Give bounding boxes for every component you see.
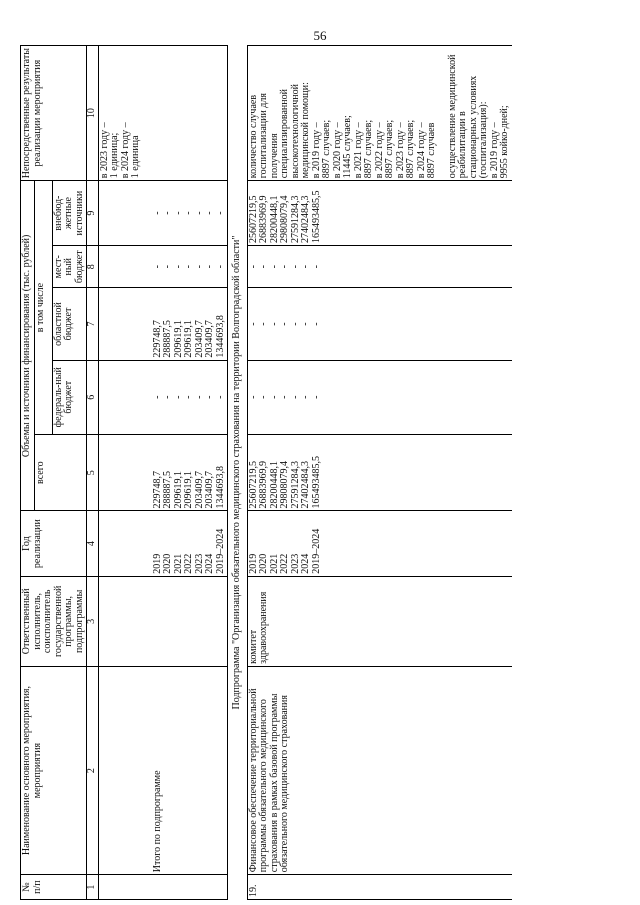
- table-row: [228, 46, 248, 900]
- cell-line: 209619,1: [183, 320, 194, 358]
- header-local: мест-ный бюджет: [52, 245, 87, 288]
- header-regional: областной бюджет: [52, 288, 87, 360]
- cell-line: 2019: [151, 553, 163, 574]
- cell-line: 1 единица: [130, 135, 141, 179]
- years-cell: [247, 511, 512, 576]
- cell-line: в 2019 году –: [488, 122, 500, 179]
- cell-line: 26883969,9: [258, 460, 269, 509]
- cell-line: -: [172, 395, 184, 399]
- cell-line: 26883969,9: [258, 195, 269, 243]
- cell-line: 2022: [183, 553, 194, 574]
- header-financing: Объемы и источники финансирования (тыс. рублей): [21, 181, 35, 511]
- cell-line: -: [247, 395, 259, 399]
- cell-line: -: [204, 211, 215, 215]
- cell-line: -: [193, 265, 205, 269]
- header-num: № п/п: [21, 875, 87, 900]
- cell-line: 209619,1: [172, 320, 184, 358]
- cell-line: 8897 случаев;: [321, 119, 332, 179]
- cell-line: -: [183, 265, 194, 269]
- local-cell: [143, 245, 228, 288]
- cell-line: 11445 случаев;: [342, 115, 353, 179]
- results-cell: [98, 46, 143, 181]
- index-cell: 1: [87, 875, 99, 900]
- cell-line: 27591284,3: [289, 195, 301, 243]
- header-including: в том числе: [34, 181, 52, 435]
- cell-line: 165493485,5: [310, 455, 322, 509]
- cell-line: 1344693,8: [214, 465, 226, 509]
- cell-line: -: [289, 322, 301, 326]
- header-extrabudget: внебюд-жетные источники: [52, 181, 87, 246]
- index-cell: 2: [87, 666, 99, 874]
- cell-line: в 2022 году –: [373, 122, 385, 179]
- cell-line: -: [279, 322, 290, 326]
- header-total: всего: [34, 434, 87, 511]
- results-list-a: [249, 48, 438, 178]
- table-row: [143, 46, 228, 900]
- cell-line: 27591284,3: [289, 460, 301, 509]
- cell-line: 288887,5: [162, 470, 173, 509]
- cell-line: -: [268, 322, 280, 326]
- cell-line: 27402484,3: [300, 460, 311, 509]
- federal-cell: [247, 360, 512, 434]
- cell-line: -: [183, 395, 194, 399]
- total-cell: [143, 434, 228, 511]
- cell-line: -: [193, 211, 205, 215]
- extra-cell: [247, 181, 512, 246]
- cell-line: 8897 случаев;: [405, 119, 416, 179]
- index-cell: 5: [87, 434, 99, 511]
- cell-line: количество случаев госпитализации для получения специализированной высокотехнологичной медицинской помощи:: [247, 82, 311, 179]
- cell-line: -: [300, 395, 311, 399]
- cell-line: -: [258, 395, 269, 399]
- header-executor: Ответственный исполнитель, соисполнитель государственной программы, подпрограммы: [21, 576, 87, 666]
- cell-line: -: [300, 322, 311, 326]
- header-results: Непосредственные результаты реализации мероприятия: [21, 46, 87, 181]
- cell-line: 28200448,1: [268, 195, 280, 243]
- cell-line: -: [268, 265, 280, 269]
- cell-line: 29808079,4: [279, 195, 290, 243]
- cell-line: в 2020 году –: [331, 122, 343, 179]
- cell-line: в 2023 году –: [98, 122, 110, 179]
- cell-line: -: [310, 322, 322, 326]
- index-cell: 4: [87, 511, 99, 576]
- cell-line: -: [151, 265, 163, 269]
- subprogram-title: Подпрограмма "Организация обязательного медицинского страхования на территории Волгоградской области": [228, 46, 248, 900]
- cell-line: -: [310, 265, 322, 269]
- cell-line: 165493485,5: [310, 190, 322, 243]
- cell-line: в 2019 году –: [310, 122, 322, 179]
- cell-line: 2022: [279, 553, 290, 574]
- cell-line: -: [268, 395, 280, 399]
- cell-line: 8897 случаев;: [384, 119, 395, 179]
- cell-line: 229748,7: [151, 470, 163, 509]
- regional-cell: [247, 288, 512, 360]
- cell-line: -: [193, 395, 205, 399]
- regional-cell: [143, 288, 228, 360]
- header-name: Наименование основного мероприятия, мероприятия: [21, 666, 87, 874]
- page-number: 56: [313, 28, 327, 43]
- cell-line: -: [162, 211, 173, 215]
- cell-line: -: [247, 322, 259, 326]
- cell-line: 2024: [204, 553, 215, 574]
- cell-line: 203409,7: [204, 320, 215, 358]
- cell-line: -: [300, 265, 311, 269]
- subtotal-label: Итого по подпрограмме: [143, 666, 228, 874]
- cell-line: -: [310, 395, 322, 399]
- cell-line: 25607219,5: [247, 460, 259, 509]
- cell-line: -: [183, 211, 194, 215]
- cell-line: 29808079,4: [279, 460, 290, 509]
- cell-line: -: [214, 265, 226, 269]
- cell-line: 25607219,5: [247, 195, 259, 243]
- cell-line: осуществление медицинской реабилитации в стационарных условиях (госпитализация):: [446, 54, 489, 179]
- activity-name: Финансовое обеспечение территориальной программы обязательного медицинского страхования в рамках базовой программы обязательного медицинского страхования: [247, 666, 512, 874]
- cell-line: 8897 случаев: [426, 122, 437, 179]
- cell-line: -: [258, 265, 269, 269]
- cell-line: 1 единица;: [109, 132, 120, 179]
- cell-line: -: [289, 265, 301, 269]
- results-list-b: [448, 48, 511, 178]
- cell-line: -: [247, 265, 259, 269]
- federal-cell: [143, 360, 228, 434]
- cell-line: 229748,7: [151, 320, 163, 358]
- index-cell: 3: [87, 576, 99, 666]
- cell-line: -: [162, 265, 173, 269]
- financing-table: [20, 45, 512, 900]
- cell-line: 2019–2024: [310, 528, 322, 574]
- index-row: [87, 46, 99, 900]
- header-year: Год реализации: [21, 511, 87, 576]
- cell-line: в 2024 году –: [415, 122, 427, 179]
- cell-line: -: [214, 395, 226, 399]
- executor: комитет здравоохранения: [247, 576, 512, 666]
- cell-line: 209619,1: [172, 470, 184, 509]
- cell-line: -: [204, 395, 215, 399]
- cell-line: -: [151, 395, 163, 399]
- cell-line: 8897 случаев;: [363, 119, 374, 179]
- cell-line: 2021: [268, 553, 280, 574]
- cell-line: 2021: [172, 553, 184, 574]
- index-cell: 7: [87, 288, 99, 360]
- row-number: 19.: [247, 875, 512, 900]
- years-cell: [143, 511, 228, 576]
- cell-line: 9955 койко-дней;: [499, 105, 510, 179]
- table-row: [98, 46, 143, 900]
- local-cell: [247, 245, 512, 288]
- cell-line: 2019: [247, 553, 259, 574]
- cell-line: 2023: [289, 553, 301, 574]
- rotated-table-page: [20, 45, 580, 900]
- cell-line: 1344693,8: [214, 315, 226, 358]
- cell-line: в 2023 году –: [394, 122, 406, 179]
- cell-line: 203409,7: [193, 320, 205, 358]
- cell-line: -: [172, 265, 184, 269]
- cell-line: -: [151, 211, 163, 215]
- cell-line: 2023: [193, 553, 205, 574]
- cell-line: -: [214, 211, 226, 215]
- header-federal: федераль-ный бюджет: [52, 360, 87, 434]
- cell-line: 2019–2024: [214, 528, 226, 574]
- cell-line: 2024: [300, 553, 311, 574]
- cell-line: 203409,7: [204, 470, 215, 509]
- cell-line: -: [279, 265, 290, 269]
- index-cell: 6: [87, 360, 99, 434]
- cell-line: 2020: [258, 553, 269, 574]
- cell-line: -: [204, 265, 215, 269]
- cell-line: 209619,1: [183, 470, 194, 509]
- cell-line: -: [279, 395, 290, 399]
- cell-line: -: [172, 211, 184, 215]
- total-cell: [247, 434, 512, 511]
- cell-line: 288887,5: [162, 320, 173, 358]
- cell-line: -: [289, 395, 301, 399]
- cell-line: -: [162, 395, 173, 399]
- results-cell: [247, 46, 512, 181]
- cell-line: -: [258, 322, 269, 326]
- cell-line: 2020: [162, 553, 173, 574]
- cell-line: 27402484,3: [300, 195, 311, 243]
- index-cell: 8: [87, 245, 99, 288]
- cell-line: 28200448,1: [268, 460, 280, 509]
- extra-cell: [143, 181, 228, 246]
- index-cell: 9: [87, 181, 99, 246]
- table-row: [247, 46, 512, 900]
- cell-line: в 2021 году –: [352, 122, 364, 179]
- cell-line: в 2024 году –: [119, 122, 131, 179]
- index-cell: 10: [87, 46, 99, 181]
- cell-line: 203409,7: [193, 470, 205, 509]
